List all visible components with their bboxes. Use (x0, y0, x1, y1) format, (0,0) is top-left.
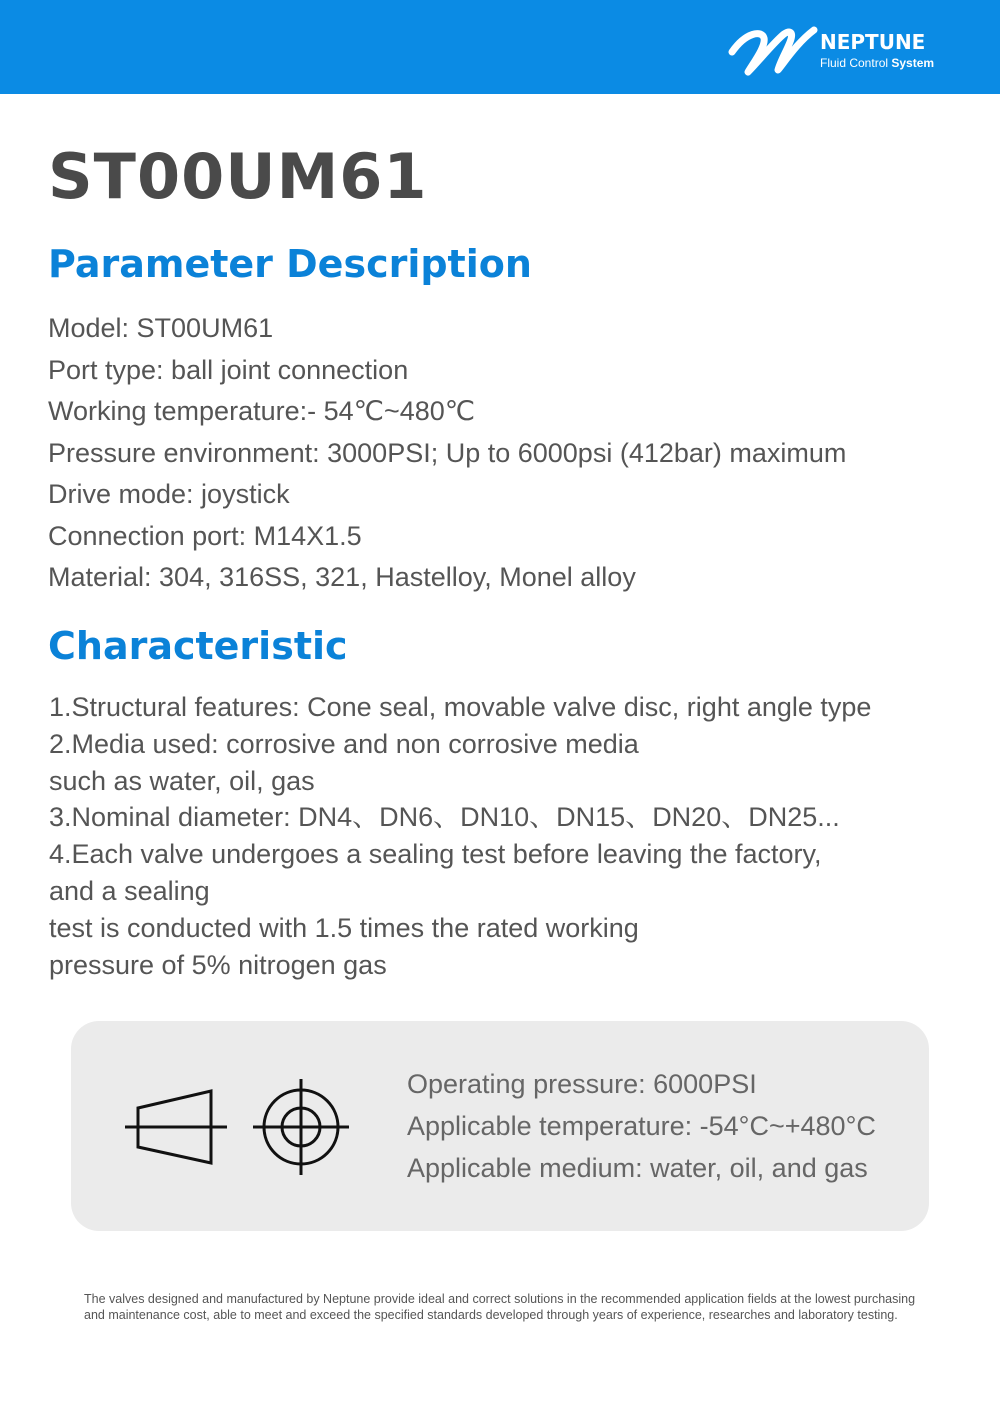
projection-symbols (123, 1071, 353, 1186)
header-bar (0, 0, 1000, 94)
brand-tagline-bold: System (891, 56, 935, 70)
parameter-heading: Parameter Description (48, 242, 532, 286)
footer-disclaimer: The valves designed and manufactured by Neptune provide ideal and correct solutions in the recommended application fields at the lowest purchasing and maintenance cost, able to meet and exceed the specified standards developed through years of experience, researches and laboratory testing. (84, 1292, 916, 1322)
neptune-logo-icon (728, 22, 818, 78)
brand-name: NEPTUNE (820, 30, 926, 54)
param-drive-mode: Drive mode: joystick (48, 479, 290, 509)
characteristic-line: and a sealing (49, 875, 210, 906)
parameter-list (48, 308, 846, 599)
param-port-type: Port type: ball joint connection (48, 354, 409, 385)
applicable-medium: Applicable medium: water, oil, and gas (407, 1153, 868, 1183)
model-title: ST00UM61 (48, 140, 428, 213)
param-pressure: Pressure environment: 3000PSI; Up to 6000psi (412bar) maximum (48, 437, 847, 468)
operating-pressure: Operating pressure: 6000PSI (407, 1069, 757, 1099)
brand-logo (728, 22, 948, 78)
card-specs (407, 1063, 876, 1189)
param-material: Material: 304, 316SS, 321, Hastelloy, Monel alloy (48, 562, 636, 592)
applicable-temperature: Applicable temperature: -54°C~+480°C (407, 1111, 876, 1141)
param-connection-port: Connection port: M14X1.5 (48, 520, 362, 551)
characteristic-list (49, 689, 949, 983)
concentric-circles-icon (253, 1079, 349, 1175)
param-working-temperature: Working temperature:- 54℃~480℃ (48, 396, 476, 426)
characteristic-line: 1.Structural features: Cone seal, movable valve disc, right angle type (49, 692, 872, 722)
brand-tagline-prefix: Fluid Control (820, 56, 889, 70)
characteristic-line: 3.Nominal diameter: DN4、DN6、DN10、DN15、DN20、DN25... (49, 802, 840, 833)
param-model: Model: ST00UM61 (48, 313, 274, 343)
characteristic-line: 2.Media used: corrosive and non corrosive media (49, 728, 639, 759)
cone-projection-icon (125, 1091, 227, 1163)
characteristic-heading: Characteristic (48, 624, 348, 668)
characteristic-line: such as water, oil, gas (49, 765, 315, 796)
characteristic-line: test is conducted with 1.5 times the rated working (49, 912, 639, 943)
brand-tagline (820, 56, 934, 70)
characteristic-line: pressure of 5% nitrogen gas (49, 949, 387, 980)
characteristic-line: 4.Each valve undergoes a sealing test before leaving the factory, (49, 839, 822, 870)
info-card (71, 1021, 929, 1231)
